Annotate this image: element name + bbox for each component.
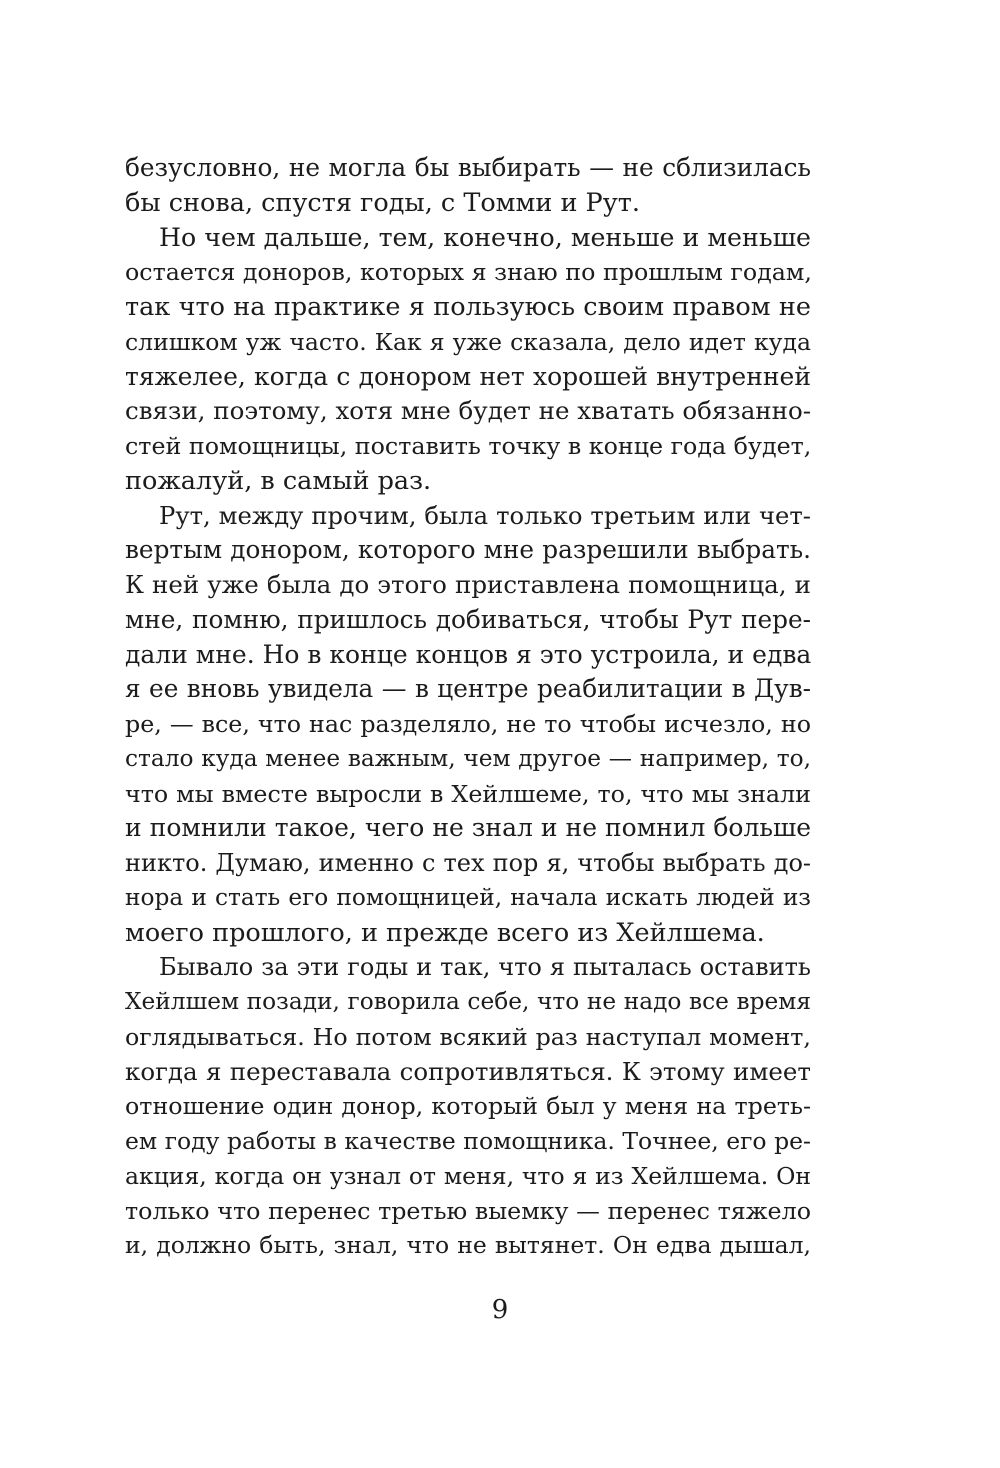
text-line: стало куда менее важным, чем другое — например, то, bbox=[125, 744, 811, 772]
text-line: так что на практике я пользуюсь своим правом не bbox=[125, 292, 811, 322]
body-text bbox=[125, 151, 811, 1263]
text-line: оглядываться. Но потом всякий раз наступал момент, bbox=[125, 1022, 811, 1051]
text-line: остается доноров, которых я знаю по прошлым годам, bbox=[125, 258, 812, 287]
text-line: Хейлшем позади, говорила себе, что не надо все время bbox=[125, 988, 811, 1015]
text-line: бы снова, спустя годы, с Томми и Рут. bbox=[125, 187, 640, 218]
text-line: мне, помню, пришлось добиваться, чтобы Рут пере- bbox=[125, 604, 811, 634]
text-line: Рут, между прочим, была только третьим или чет- bbox=[159, 500, 811, 530]
text-line: отношение один донор, который был у меня на треть- bbox=[125, 1092, 811, 1121]
text-line: нора и стать его помощницей, начала искать людей из bbox=[125, 883, 811, 911]
text-line: связи, поэтому, хотя мне будет не хватать обязанно- bbox=[125, 396, 811, 426]
text-line: и, должно быть, знал, что не вытянет. Он едва дышал, bbox=[125, 1231, 811, 1260]
text-line: только что перенес третью выемку — перенес тяжело bbox=[125, 1196, 811, 1225]
text-line: Бывало за эти годы и так, что я пыталась оставить bbox=[159, 953, 811, 982]
text-line: пожалуй, в самый раз. bbox=[125, 465, 432, 496]
text-line: вертым донором, которого мне разрешили выбрать. bbox=[125, 535, 811, 565]
text-line: ре, — все, что нас разделяло, не то чтобы исчезло, но bbox=[125, 710, 811, 738]
text-line: акция, когда он узнал от меня, что я из Хейлшема. Он bbox=[125, 1161, 811, 1190]
text-line: безусловно, не могла бы выбирать — не сблизилась bbox=[125, 153, 811, 182]
text-line: стей помощницы, поставить точку в конце года будет, bbox=[125, 432, 812, 460]
text-line: я ее вновь увидела — в центре реабилитации в Дув- bbox=[125, 674, 811, 704]
text-line: никто. Думаю, именно с тех пор я, чтобы выбрать до- bbox=[125, 849, 811, 877]
page-number: 9 bbox=[491, 1295, 509, 1325]
text-line: когда я переставала сопротивляться. К этому имеет bbox=[125, 1056, 811, 1086]
text-line: слишком уж часто. Как я уже сказала, дело идет куда bbox=[125, 327, 811, 356]
text-line: моего прошлого, и прежде всего из Хейлшема. bbox=[125, 917, 765, 948]
text-line: тяжелее, когда с донором нет хорошей внутренней bbox=[125, 361, 811, 391]
text-line: К ней уже была до этого приставлена помощница, и bbox=[125, 570, 811, 599]
text-line: Но чем дальше, тем, конечно, меньше и меньше bbox=[159, 222, 811, 252]
text-line: дали мне. Но в конце концов я это устроила, и едва bbox=[125, 639, 812, 669]
text-line: ем году работы в качестве помощника. Точнее, его ре- bbox=[125, 1127, 811, 1155]
text-line: и помнили такое, чего не знал и не помнил больше bbox=[125, 813, 811, 843]
text-line: что мы вместе выросли в Хейлшеме, то, что мы знали bbox=[125, 779, 811, 808]
